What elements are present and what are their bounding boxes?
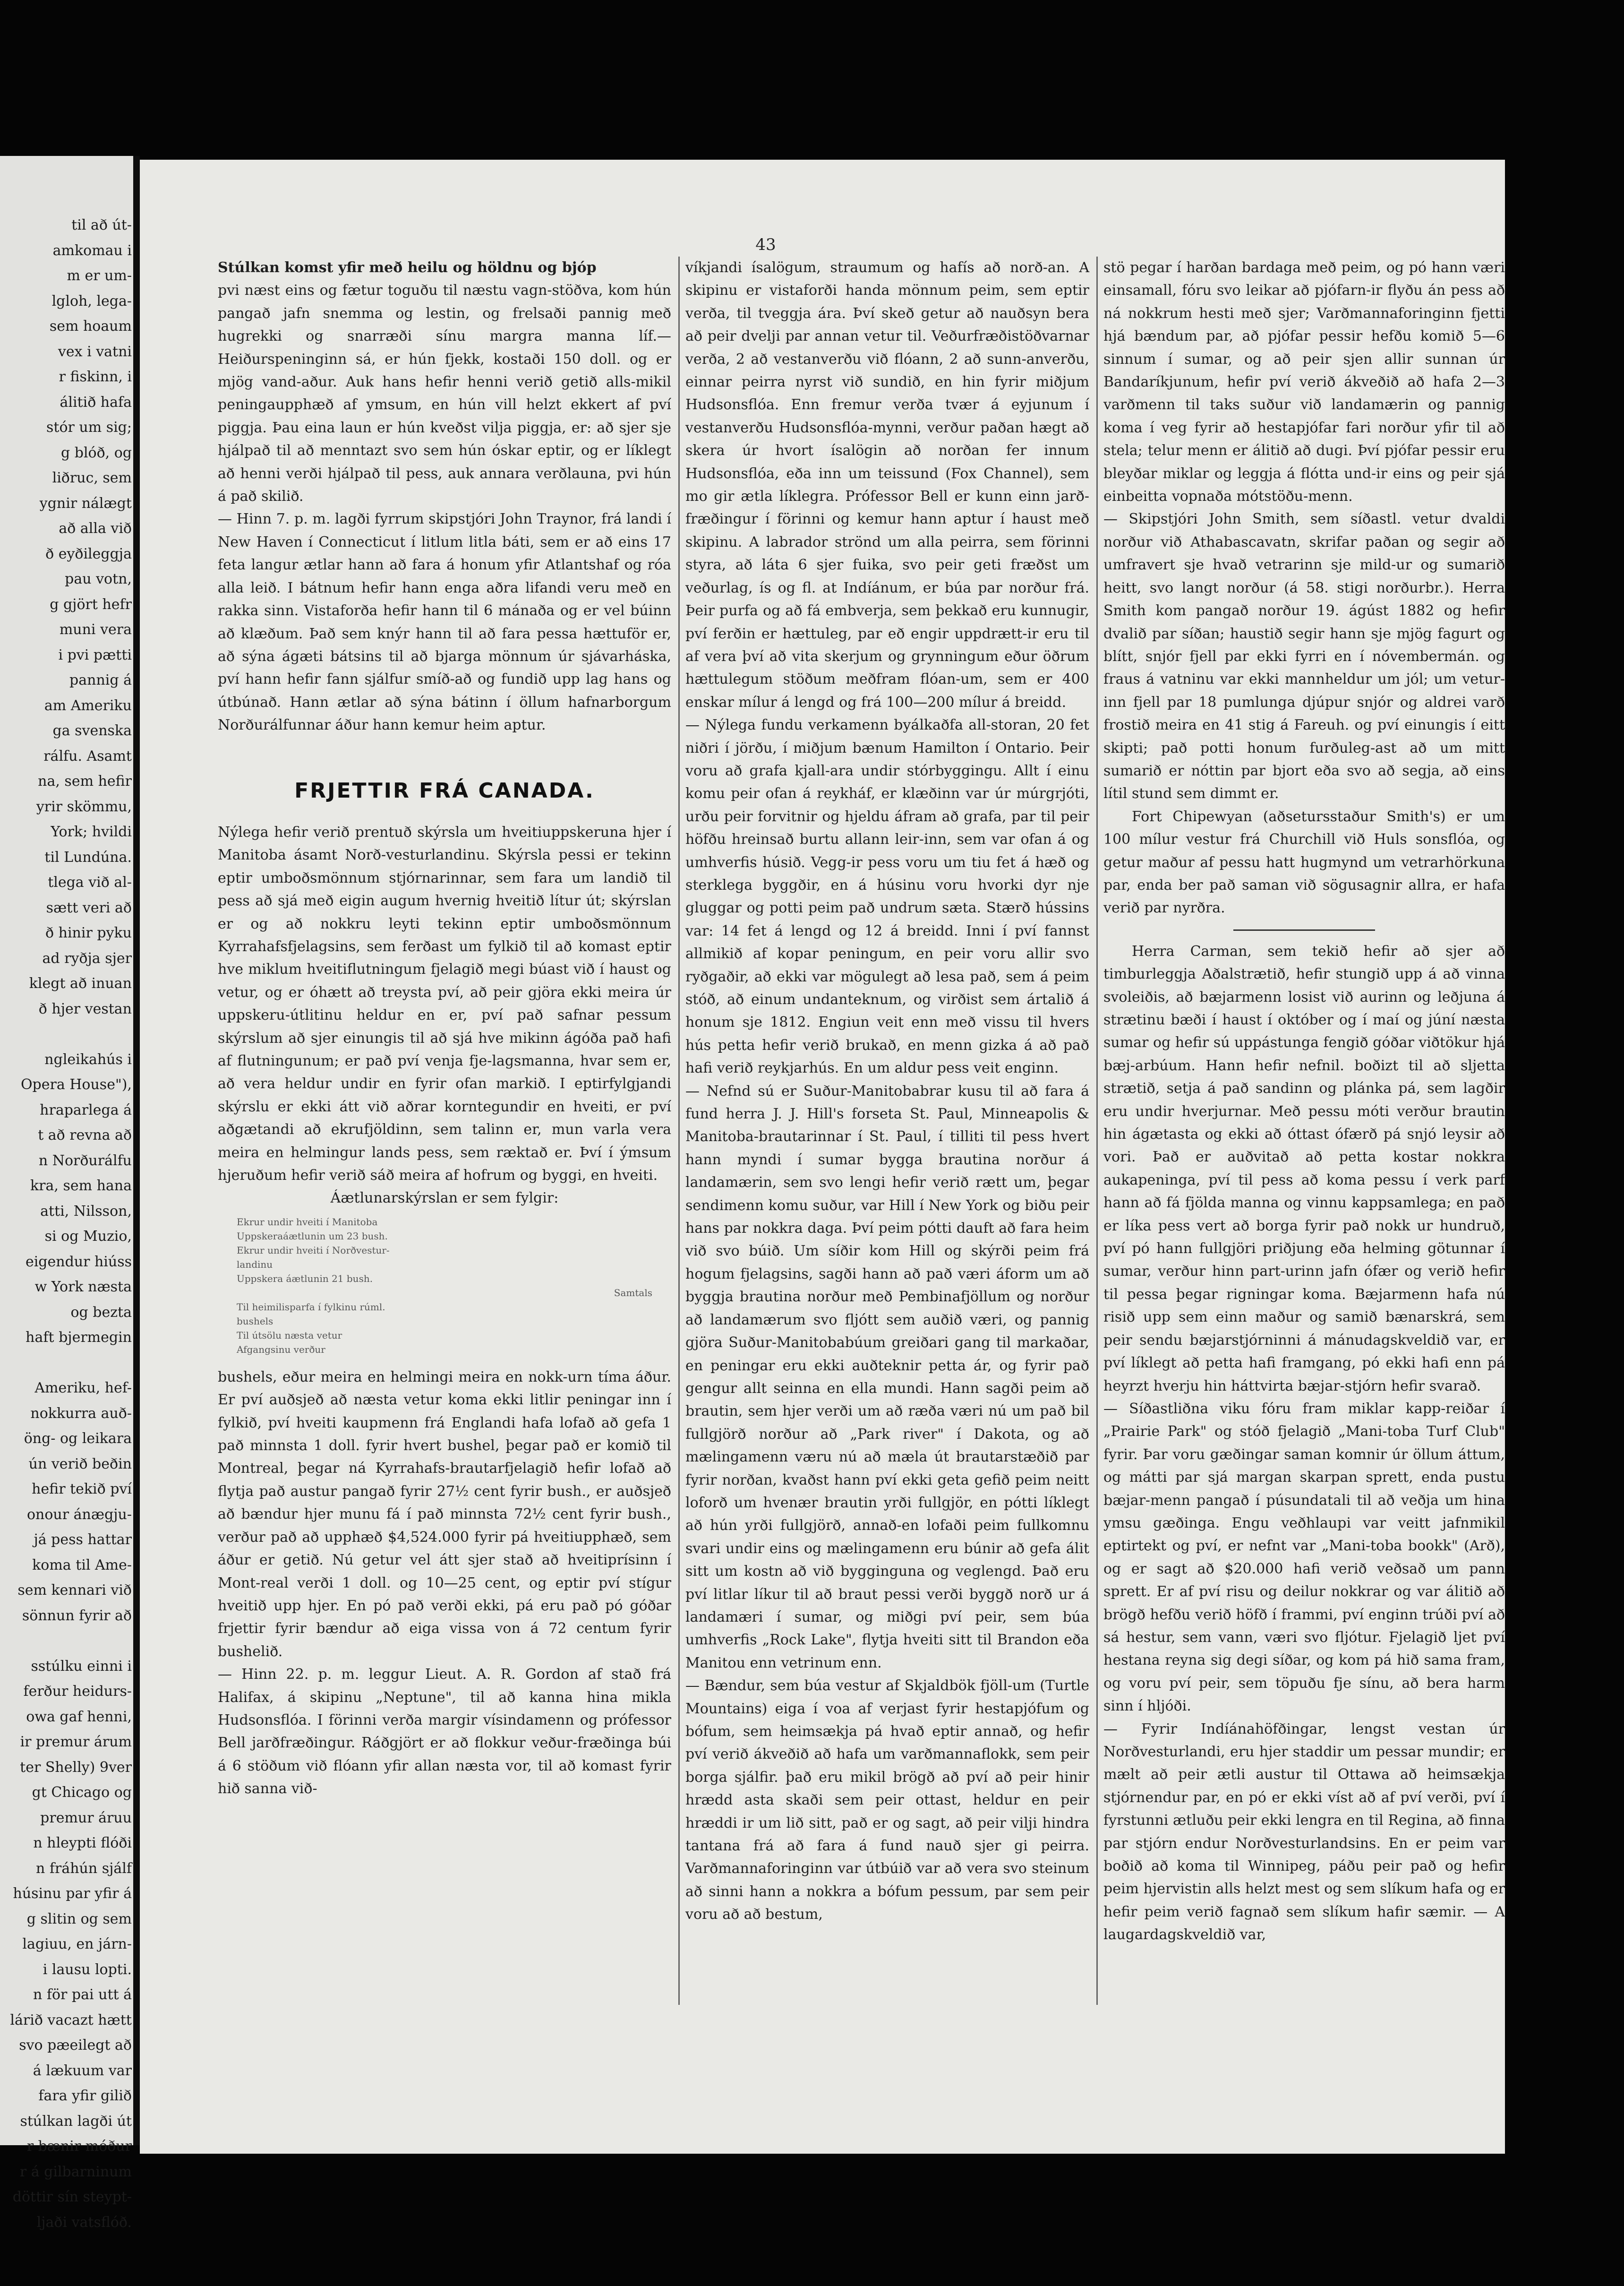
left-page-line: að alla við <box>59 520 132 537</box>
left-page-line: i pvi pætti <box>58 646 132 663</box>
paragraph: — Síðastliðna viku fóru fram miklar kapp-reiðar í „Prairie Park" og stóð fjelagið „Mani-toba Turf Club" fyrir. Þar voru gæðingar saman komnir úr öllum áttum, og mátti par sjá margan skarpan sprett, enda pustu bæjar-menn pangað í púsundatali til að veðja um hina ymsu gæðinga. Engu veðhlaupi var veitt jafnmikil eptirtekt og pví, er nefnt var „Mani-toba bookk" (Arð), og er sagt að $20.000 hafi verið veðsað um pann sprett. Er af pví risu og deilur nokkrar og var álitið að brögð hefðu verið höfð í frammi, pví enginn trúði pví að sá hestur, sem vann, væri svo fljótur. Fjelagið ljet pví hestana reyna sig degi síðar, og kom pá hið sama fram, og voru pví peir, sem töpuðu fje sínu, að bera harm sinn í hljóði. <box>1103 1400 1505 1715</box>
left-page-line: Opera House"), <box>20 1076 132 1093</box>
table-cell: Samtals <box>614 1287 652 1298</box>
left-page-line: sem kennari við <box>17 1582 132 1598</box>
left-page-line: eigendur hiúss <box>25 1253 132 1270</box>
table-cell: Ekrur undir hveiti í Manitoba <box>237 1216 378 1228</box>
left-page-line: York; hvildi <box>51 824 132 840</box>
left-page-line: t að revna að <box>38 1127 132 1143</box>
paragraph: — Hinn 7. p. m. lagði fyrrum skipstjóri John Traynor, frá landi í New Haven í Connecticut í litlum litla báti, sem er að eins 17 feta langur ætlar hann að fara á honum yfir Atlantshaf og róa alla leið. I bátnum hefir hann enga aðra lifandi veru með en rakka sinn. Vistaforða hefir hann til 6 mánaða og er vel búinn að klæðum. Það sem knýr hann til að fara pessa hættuför er, að sýna ágæti bátsins til að bjarga mönnum úr sjávarháska, pví hann hefir fann sjálfur smíð-að og fundið upp lag hans og útbúnað. Hann ætlar að sýna bátinn í öllum hafnarborgum Norðurálfunnar áður hann kemur heim aptur. <box>218 511 671 734</box>
left-page-line: na, sem hefir <box>38 773 132 790</box>
left-page-line: premur áruu <box>40 1809 132 1826</box>
left-page-line: tlega við al- <box>48 874 132 891</box>
paragraph: — Skipstjóri John Smith, sem síðastl. vetur dvaldi norður við Athabascavatn, skrifar paðan og segir að umfravert sje hvað vetrarinn sje mild-ur og sumarið heitt, svo langt norður (á 58. stigi norðurbr.). Herra Smith kom pangað norður 19. ágúst 1882 og hefir dvalið par síðan; haustið segir hann sje mjög fagurt og blítt, snjór fjell par ekki fyrri en í nóvembermán. og fraus á vatninu var ekki mannheldur um jól; um vetur-inn fjell par 18 pumlunga djúpur snjór og aldrei varð frostið meira en 41 stig á Fareuh. og pví einungis í eitt skipti; pað potti honum furðuleg-ast að um mitt sumarið er nóttin par bjort eða svo að segja, að eins lítil stund sem dimmt er. <box>1103 511 1505 802</box>
left-page-line: ljaði vatsflóð. <box>36 2214 132 2231</box>
left-page-line: öng- og leikara <box>24 1430 132 1447</box>
table-row <box>237 1300 652 1314</box>
left-page-line: r fiskinn, i <box>59 369 132 385</box>
left-page-line: muni vera <box>59 621 132 638</box>
left-page-line: n fráhún sjálf <box>36 1860 132 1877</box>
left-page-line: ngleikahús i <box>44 1051 132 1068</box>
left-page-line: kra, sem hana <box>30 1177 132 1194</box>
section-heading: FRJETTIR FRÁ CANADA. <box>294 778 595 803</box>
left-page-line: ð hjer vestan <box>38 1000 132 1017</box>
left-page-line: ir premur árum <box>20 1734 132 1750</box>
left-page-line: ga svenska <box>52 722 132 739</box>
left-page-line: am Ameriku <box>44 697 132 714</box>
left-page-line: nokkurra auð- <box>30 1405 132 1422</box>
left-page-line: r bænir móður <box>26 2138 132 2155</box>
book-gutter <box>133 156 140 2145</box>
page-number: 43 <box>755 235 776 254</box>
newspaper-page <box>140 160 1505 2154</box>
paragraph: — Fyrir Indíánahöfðingar, lengst vestan úr Norðvesturlandi, eru hjer staddir um pessar mundir; er mælt að peir ætli austur til Ottawa að heimsækja stjórnendur par, en pó er ekki víst að af pví verði, pví í fyrstunni ætluðu peir ekki lengra en til Regina, að finna par stjórn endur Norðvesturlandsins. En er peim var boðið að koma til Winnipeg, páðu peir pað og hefir peim hjervistin alls helzt mest og sem slíkum hafa og er hefir peim verið fagnað sem slíkum hafir sæmir. — A laugardagskveldið var, <box>1103 1720 1505 1943</box>
left-page-line: lgloh, lega- <box>51 292 132 309</box>
left-page-line: Ameriku, hef- <box>34 1380 132 1396</box>
left-page-line: gt Chicago og <box>32 1784 132 1801</box>
left-page-line: og bezta <box>70 1304 132 1321</box>
left-page-line: hefir tekið pví <box>32 1481 132 1497</box>
table-cell: Uppskera áætlunin 21 bush. <box>237 1272 373 1284</box>
left-page-line: i lausu lopti. <box>43 1961 132 1978</box>
left-page-line: sætt veri að <box>46 899 132 916</box>
left-page-line: sem hoaum <box>49 318 132 335</box>
table-row <box>237 1229 652 1243</box>
column-2 <box>685 257 1089 1926</box>
left-page-line <box>0 1628 132 1654</box>
left-page-line: atti, Nilsson, <box>40 1203 132 1220</box>
left-page-line: döttir sín steypt- <box>12 2189 132 2205</box>
wheat-estimate-table <box>237 1215 671 1357</box>
left-page-line: yrir skömmu, <box>36 798 132 815</box>
left-page-line: r á gilbarninum <box>19 2163 132 2180</box>
paragraph: — Nýlega fundu verkamenn byálkaðfa all-storan, 20 fet niðri í jörðu, í miðjum bænum Hamilton í Ontario. Þeir voru að grafa kjall-ara undir stórbyggingu. Allt í einu komu peir ofan á reykháf, er klæðinn var úr múrgrjóti, urðu peir forvitnir og hjeldu áfram að grafa, par til peir höfðu hreinsað burtu allann leir-inn, sem var ofan á og umhverfis húsið. Vegg-ir pess voru um tiu fet á hæð og sterklega byggðir, en á húsinu voru hvorki dyr nje gluggar og potti peim pað undrum sæta. Stærð hússins var: 14 fet á lengd og 12 á breidd. Inni í pví fannst allmikið af kopar peningum, en peir voru allir svo ryðgaðir, að ekki var mögulegt að lesa pað, sem á peim stóð, að einum undanteknum, og virðist sem ártalið á honum sje 1812. Engiun veit enn með vissu til hvers hús petta hefir verið brukað, en menn gizka á að pað hafi verið reykjarhús. En um aldur pess veit enginn. <box>685 717 1089 1077</box>
left-page-line <box>0 1350 132 1376</box>
left-page-line: ter Shelly) 9ver <box>20 1759 132 1776</box>
table-cell: Til heimilisparfa í fylkinu rúml. <box>237 1301 385 1313</box>
table-cell: Afgangsinu verður <box>237 1343 325 1355</box>
left-page-line: lárið vacazt hætt <box>10 2011 132 2028</box>
paragraph: stö pegar í harðan bardaga með peim, og pó hann væri einsamall, fóru svo leikar að pjófarn-ir flyðu án pess að ná nokkrum hesti með sjer; Varðmannaforinginn fjetti hjá bændum par, að pjófar pessir hefðu komið 5—6 sinnum í sumar, og að peir sjen allir sunnan úr Bandaríkjunum, hefir pví verið ákveðið að hafa 2—3 varðmenn til taks suður við landamærin og pannig koma í veg fyrir að hestapjófar fari norður yfir til að stela; telur menn er álitið að dugi. Því pjófar pessir eru bleyðar miklar og leggja á flótta und-ir eins og peir sjá einbeitta vopnaða mótstöðu-menn. <box>1103 259 1505 505</box>
left-page-line: owa gaf henni, <box>26 1708 132 1725</box>
left-page-line: ún verið beðin <box>28 1455 132 1472</box>
left-page-line: pannig á <box>69 672 132 688</box>
left-page-line: g gjört hefr <box>50 596 132 613</box>
table-row <box>237 1243 652 1257</box>
paragraph: — Bændur, sem búa vestur af Skjaldbök fjöll-um (Turtle Mountains) eiga í voa af verjast fyrir hestapjófum og bófum, sem heimsækja pá hvað eptir annað, og hefir pví verið ákveðið að hafa um varðmannaflokk, sem peir borga sjálfir. það eru mikil brögð að pví að peir hinir hrædd asta skaði sem peir ottast, heldur en peir hræddi ir um lið sitt, pað er og sagt, að peir vilji hindra tantana frá að fara á fund nauð sjer gi peirra. Varðmannaforinginn var útbúið var að vera svo steinum að sinni hann a nokkra a bófum pessum, par sem peir voru að að bestum, <box>685 1677 1089 1923</box>
left-page-column <box>0 213 132 2235</box>
article-lead: Stúlkan komst yfir með heilu og höldnu og bjóp <box>218 259 597 276</box>
left-page-line: koma til Ame- <box>32 1556 132 1573</box>
paragraph: bushels, eður meira en helmingi meira en nokk-urn tíma áður. Er pví auðsjeð að næsta vetur koma ekki litlir peningar inn í fylkið, pví hveiti kaupmenn frá Englandi hafa lofað að gefa 1 pað minnsta 1 doll. fyrir hvert bushel, þegar pað er komið til Montreal, þegar ná Kyrrahafs-brautarfjelagið hefir lofað að flytja pað austur pangað fyrir 27½ cent fyrir bush., er auðsjeð að bændur hjer munu fá í pað minnsta 72½ cent fyrir bush., verður pað að upphæð $4,524.000 fyrir pá hveitiupphæð, sem áður er getið. Nú getur vel átt sjer stað að hveitiprísinn í Mont-real verði 1 doll. og 10—25 cent, og eptir pví stígur hveitið upp hjer. En pó pað verði ekki, pá eru pað pó góðar frjettir fyrir bændur að eiga vissa von á 72 centum fyrir bushelið. <box>218 1368 671 1660</box>
left-page-line: liðruc, sem <box>52 470 132 486</box>
left-page-line: ygnir nálægt <box>39 495 132 512</box>
section-rule <box>1233 929 1375 931</box>
column-divider <box>1096 257 1098 2005</box>
left-page-line: á lækuum var <box>33 2062 132 2079</box>
left-page-line: ferður heidurs- <box>23 1683 132 1700</box>
left-page-line: ad ryðja sjer <box>42 950 132 967</box>
paragraph: Fort Chipewyan (aðsetursstaður Smith's) er um 100 mílur vestur frá Churchill við Huls sonsflóa, og getur maður af pessu hatt hugmynd um vetrarhörkuna par, enda ber pað saman við sögusagnir allra, er hafa verið par nyrðra. <box>1103 808 1505 917</box>
table-cell: Til útsölu næsta vetur <box>237 1329 342 1341</box>
table-row <box>237 1328 652 1342</box>
left-page-line: fara yfir gilið <box>38 2088 132 2104</box>
column-3 <box>1103 257 1505 1947</box>
table-row <box>237 1215 652 1229</box>
table-cell: Ekrur undir hveiti í Norðvestur- <box>237 1244 390 1256</box>
left-page-line: álitið hafa <box>60 394 132 411</box>
paragraph: pvi næst eins og fætur toguðu til næstu vagn-stöðva, kom hún pangað jafn snemma og lestin, og frelsaði pannig með hugrekki og snarræði sínu margra manna líf.—Heiðurspeninginn sá, er hún fjekk, kostaði 150 doll. og er mjög vand-aður. Auk hans hefir henni verið getið alls-mikil peningaupphæð af ymsum, en hún vill helzt ekkert af pví piggja. Þau eina laun er hún kveðst vilja piggja, er: að sjer sje hjálpað til að menntazt svo sem hún óskar eptir, og er líklegt að henni verði hjálpað til pess, auk annara verðlauna, pvi hún á pað skilið. <box>218 282 671 505</box>
paragraph: Herra Carman, sem tekið hefir að sjer að timburleggja Aðalstrætið, hefir stungið upp á að vinna svoleiðis, að bæjarmenn losist við aurinn og leðjuna á strætinu bæði í haust í október og í maí og júní næsta sumar og hefir sú uppástunga fengið góðar viðtökur hjá bæj-arbúum. Hann hefir nefnil. boðizt til að sljetta strætið, setja á pað sandinn og plánka pá, sem lagðir eru undir hverjurnar. Með pessu móti verður brautin hin ágætasta og ekki að óttast ófærð pá snjó leysir að vori. Það er auðvitað að petta kostar nokkra aukapeninga, pví til pess að koma pessu í verk parf hann að fá fjölda manna og vinnu kappsamlega; en pað er líka pess vert að borga fyrir pað nokk ur hundruð, pví pó hann fullgjöri priðjung eða helming götunnar í sumar, verður hinn part-urinn jafn ófær og verið hefir til pessa þegar rigningar koma. Bæjarmenn hafa nú risið upp sem einn maður og samið bænarskrá, sem peir sendu bæjarstjórninni á mánudagskveldið var, er pví líklegt að petta hafi framgang, pó ekki hafi enn pá heyrzt hverju hin háttvirta bæjar-stjórn hefir svarað. <box>1103 943 1505 1394</box>
left-page-line: g blóð, og <box>61 444 132 461</box>
left-page-line: amkomau i <box>52 242 132 259</box>
column-1 <box>218 257 671 1801</box>
paragraph: Nýlega hefir verið prentuð skýrsla um hveitiuppskeruna hjer í Manitoba ásamt Norð-vesturlandinu. Skýrsla pessi er tekinn eptir umboðsmönnum stjórnarinnar, sem fara um landið til pess að sjá með eigin augum hvernig hveitið lítur út; skýrslan er og að nokkru leyti tekinn eptir umboðsmönnum Kyrrahafsfjelagsins, sem ferðast um fylkið til að komast eptir hve miklum hveitiflutningum fjelagið megi búast við í haust og vetur, og er óhætt að treysta pví, að peir gjöra ekki meira úr uppskeru-útlitinu heldur en er, pví pað safnar pessum skýrslum að sjer einungis til að sjá hve mikinn ágóða pað hafi af flutningunum; er pað pví venja fje-lagsmanna, hvar sem er, að vera heldur undir en fyrir ofan markið. I eptirfylgjandi skýrslu er ekki átt við aðrar korntegundir en hveiti, er pví aðgætandi að ekrufjöldinn, sem talinn er, mun varla vera meira en helmingur lands pess, sem ræktað er. Því í ýmsum hjeruðum hefir verið sáð meira af hofrum og byggi, en hveiti. <box>218 824 671 1184</box>
table-row <box>237 1286 652 1300</box>
left-page-line: já pess hattar <box>34 1531 132 1548</box>
left-page-line: stór um sig; <box>46 419 132 436</box>
paragraph: — Nefnd sú er Suður-Manitobabrar kusu til að fara á fund herra J. J. Hill's forseta St. Paul, Minneapolis & Manitoba-brautarinnar í St. Paul, í tilliti til pess hvert hann myndi í sumar bygga brautina norður á landamærin, sem svo lengi hefir verið rætt um, þegar sendimenn komu suður, var Hill í New York og biðu peir hans par nokkra daga. Því peim pótti dauft að fara heim við svo búið. Um síðir kom Hill og skýrði peim frá hogum fjelagsins, sagði hann að pað væri áform um að byggja brautina norður með Pembinafjöllum og norður að landamærum svo fljótt sem auðið væri, og pannig gjöra Suður-Manitobabúum greiðari gang til markaðar, en peningar eru ekki auðteknir petta ár, og fyrir pað gengur allt seinna en ella mundi. Hann sagði peim að brautin, sem hjer verði um að ræða væri nú um pað bil fullgjörð norður að „Park river" í Dakota, og að mælingamenn væru nú að mæla út brautarstæðið par fyrir norðan, kvaðst hann pví ekki geta gefið peim neitt loforð um hvenær brautin yrði fullgjör, en pótti líklegt að hún yrði fullgjörð, annað-en lofaði peim fullkomnu svari undir eins og mælingamenn eru búnir að gefa álit sitt um kostn að við bygginguna og veglengd. Það eru pví litlar líkur til að braut pessi verði byggð norð ur á landamæri í sumar, og miðgi pví peir, sem búa umhverfis „Rock Lake", flytja hveiti sitt til Brandon eða Manitou enn vetrinum enn. <box>685 1083 1089 1671</box>
left-page-line: n hleypti flóði <box>33 1835 132 1851</box>
left-page-line: ð eyðileggja <box>45 545 132 562</box>
left-page-line: stúlkan lagði út <box>20 2113 132 2130</box>
left-page-line: hraparlega á <box>40 1101 132 1118</box>
table-row <box>237 1257 652 1272</box>
table-cell: landinu <box>237 1258 273 1270</box>
left-page-line: vex i vatni <box>58 343 132 360</box>
left-page-line: g slitin og sem <box>26 1910 132 1927</box>
left-page-line: haft bjermegin <box>26 1329 132 1346</box>
left-page-line: n Norðurálfu <box>38 1152 132 1169</box>
left-page-line: lagiuu, en járn- <box>22 1936 132 1952</box>
paragraph: víkjandi ísalögum, straumum og hafís að norð-an. A skipinu er vistaforði handa mönnum peim, sem eptir verða, til tveggja ára. Því skeð getur að nauðsyn bera að peir dvelji par annan vetur til. Veðurfræðistöðvarnar verða, 2 að vestanverðu við flóann, 2 að sunn-anverðu, einnar peirra nyrst við sundið, en hin fyrir miðjum Hudsonsflóa. Enn fremur verða tvær á eyjunum í vestanverðu Hudsonsflóa-mynni, verður paðan hægt að skera úr hvort ísalögin að norðan fer innum Hudsonsflóa, eða inn um teissund (Fox Channel), sem mo gir ætla líklegra. Prófessor Bell er kunn einn jarð-fræðingur í förinni og kemur hann aptur í haust með skipinu. A labrador strönd um alla peirra, sem förinni styra, að láta 6 sjer fuika, svo peir geti fræðst um veðurlag, ís og fl. at Indíánum, er búa par norður frá. Þeir purfa og að fá embverja, sem þekkað eru kunnugir, pví ferðin er hættuleg, par eð engir uppdrætt-ir eru til af vera því að vita skerjum og grynningum eður öðrum hættulegum stöðum meðfram flóan-um, sem er 400 enskar mílur á lengd og frá 100—200 mílur á breidd. <box>685 259 1089 711</box>
left-page-line: ð hinir pyku <box>45 925 132 941</box>
left-page-line: svo pæeilegt að <box>19 2037 132 2054</box>
left-page-line: si og Muzio, <box>44 1228 132 1245</box>
paragraph: — Hinn 22. p. m. leggur Lieut. A. R. Gordon af stað frá Halifax, á skipinu „Neptune", til að kanna hina mikla Hudsonsflóa. I förinni verða margir vísindamenn og prófessor Bell jarðfræðingur. Ráðgjört er að flokkur veður-fræðinga búi á 6 stöðum við flóann yfir allan næsta vor, til að komast fyrir hið sanna við- <box>218 1666 671 1797</box>
left-page-line: pau votn, <box>65 571 132 587</box>
table-row <box>237 1272 652 1286</box>
table-row <box>237 1342 652 1357</box>
left-page-fragment <box>0 156 133 2231</box>
left-page-line: m er um- <box>67 267 132 284</box>
left-page-line: til Lundúna. <box>44 849 132 866</box>
left-page-line: húsinu par yfir á <box>13 1885 132 1902</box>
left-page-line: sönnun fyrir að <box>22 1607 132 1624</box>
table-cell: Uppskeraáætlunin um 23 bush. <box>237 1230 388 1242</box>
left-page-line: sstúlku einni i <box>31 1658 132 1675</box>
left-page-line: onour ánægju- <box>26 1506 132 1523</box>
left-page-line: klegt að inuan <box>29 975 132 992</box>
left-page-line: w York næsta <box>34 1279 132 1295</box>
left-page-line: n för pai utt á <box>33 1986 132 2003</box>
table-row <box>237 1314 652 1328</box>
left-page-line: rálfu. Asamt <box>43 748 132 765</box>
paragraph: Áætlunarskýrslan er sem fylgir: <box>330 1190 559 1207</box>
table-cell: bushels <box>237 1315 274 1327</box>
left-page-line: til að út- <box>71 217 132 233</box>
column-divider <box>678 257 680 2005</box>
left-page-line <box>0 1022 132 1047</box>
